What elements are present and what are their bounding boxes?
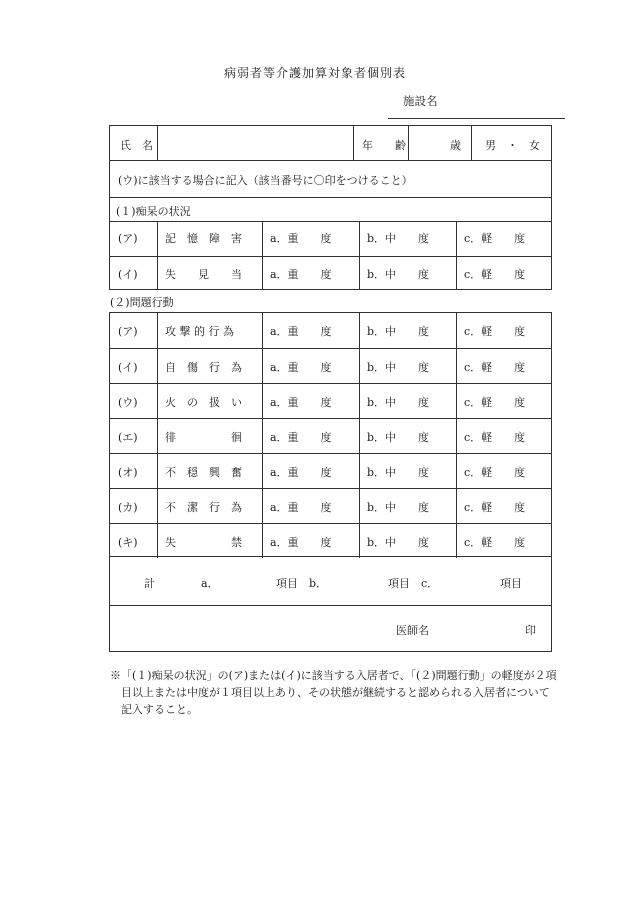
total-item-b: 項目 b． (276, 577, 328, 590)
row-code: (ア) (118, 324, 138, 338)
instruction-text: (ウ)に該当する場合に記入（該当番号に〇印をつけること） (118, 174, 413, 187)
table-row (110, 256, 551, 291)
footnote (110, 667, 560, 718)
age-unit: 歳 (450, 139, 461, 152)
section2-block (109, 312, 552, 557)
table-row (110, 221, 551, 256)
severity-light[interactable]: c．軽 度 (464, 324, 526, 338)
severity-light[interactable]: c．軽 度 (464, 232, 526, 246)
footnote-text: ※「(１)痴呆の状況」の(ア)または(イ)に該当する入居者で、「(２)問題行動」の軽度が２項目以上または中度が１項目以上あり、その状態が継続すると認められる入居者について記入すること。 (110, 669, 557, 716)
severity-heavy[interactable]: a．重 度 (270, 395, 332, 409)
severity-heavy[interactable]: a．重 度 (270, 500, 332, 514)
name-label: 氏 名 (120, 139, 153, 152)
section1-rows (110, 221, 551, 290)
age-label-cell (353, 126, 408, 160)
severity-light[interactable]: c．軽 度 (464, 360, 526, 374)
table-row (110, 348, 551, 383)
row-code: (エ) (118, 430, 138, 444)
gender-field[interactable] (471, 126, 553, 160)
name-field[interactable] (157, 126, 353, 160)
severity-medium[interactable]: b．中 度 (367, 360, 430, 374)
table-row (110, 383, 551, 418)
row-code: (ウ) (118, 395, 138, 409)
row-code: (キ) (118, 535, 138, 549)
total-a: a． (201, 577, 219, 590)
severity-medium[interactable]: b．中 度 (367, 395, 430, 409)
form-title: 病弱者等介護加算対象者個別表 (223, 66, 406, 80)
row-item: 不 潔 行 為 (165, 500, 242, 514)
row-item: 記 憶 障 害 (165, 232, 242, 246)
facility-name-field[interactable] (388, 118, 565, 119)
severity-medium[interactable]: b．中 度 (367, 267, 430, 281)
row-code: (オ) (118, 465, 138, 479)
severity-medium[interactable]: b．中 度 (367, 500, 430, 514)
severity-heavy[interactable]: a．重 度 (270, 535, 332, 549)
section1-block (109, 160, 552, 290)
severity-medium[interactable]: b．中 度 (367, 465, 430, 479)
doctor-label: 医師名 (396, 624, 429, 637)
severity-heavy[interactable]: a．重 度 (270, 232, 332, 246)
row-code: (イ) (118, 267, 138, 281)
severity-heavy[interactable]: a．重 度 (270, 267, 332, 281)
severity-light[interactable]: c．軽 度 (464, 267, 526, 281)
table-row (110, 488, 551, 523)
severity-heavy[interactable]: a．重 度 (270, 465, 332, 479)
row-item: 失 見 当 (165, 267, 242, 281)
age-label: 年 齢 (362, 139, 406, 152)
severity-light[interactable]: c．軽 度 (464, 395, 526, 409)
table-row (110, 523, 551, 558)
section1-heading: (１)痴呆の状況 (116, 205, 191, 218)
severity-medium[interactable]: b．中 度 (367, 430, 430, 444)
severity-light[interactable]: c．軽 度 (464, 535, 526, 549)
total-item-end: 項目 (500, 577, 522, 590)
table-row (110, 453, 551, 488)
table-row (110, 313, 551, 348)
severity-medium[interactable]: b．中 度 (367, 324, 430, 338)
row-code: (カ) (118, 500, 138, 514)
doctor-seal: 印 (525, 624, 536, 637)
severity-heavy[interactable]: a．重 度 (270, 360, 332, 374)
severity-heavy[interactable]: a．重 度 (270, 430, 332, 444)
row-code: (イ) (118, 360, 138, 374)
row-item: 攻 撃 的 行 為 (165, 324, 234, 338)
severity-medium[interactable]: b．中 度 (367, 535, 430, 549)
row-item: 失 禁 (165, 535, 242, 549)
total-label: 計 (144, 577, 155, 590)
facility-name-label: 施設名 (403, 94, 438, 108)
row-item: 徘 徊 (165, 430, 242, 444)
row-item: 火 の 扱 い (165, 395, 242, 409)
gender-options: 男 ・ 女 (485, 139, 540, 152)
severity-light[interactable]: c．軽 度 (464, 465, 526, 479)
severity-heavy[interactable]: a．重 度 (270, 324, 332, 338)
row-code: (ア) (118, 232, 138, 246)
header-row (109, 125, 552, 161)
age-field[interactable] (408, 126, 471, 160)
row-item: 不 穏 興 奮 (165, 465, 242, 479)
section2-rows (110, 313, 551, 556)
row-item: 自 傷 行 為 (165, 360, 242, 374)
total-block (109, 556, 552, 652)
table-row (110, 418, 551, 453)
severity-medium[interactable]: b．中 度 (367, 232, 430, 246)
section2-heading: (２)問題行動 (110, 296, 174, 309)
severity-light[interactable]: c．軽 度 (464, 500, 526, 514)
total-item-c: 項目 c． (388, 577, 439, 590)
severity-light[interactable]: c．軽 度 (464, 430, 526, 444)
